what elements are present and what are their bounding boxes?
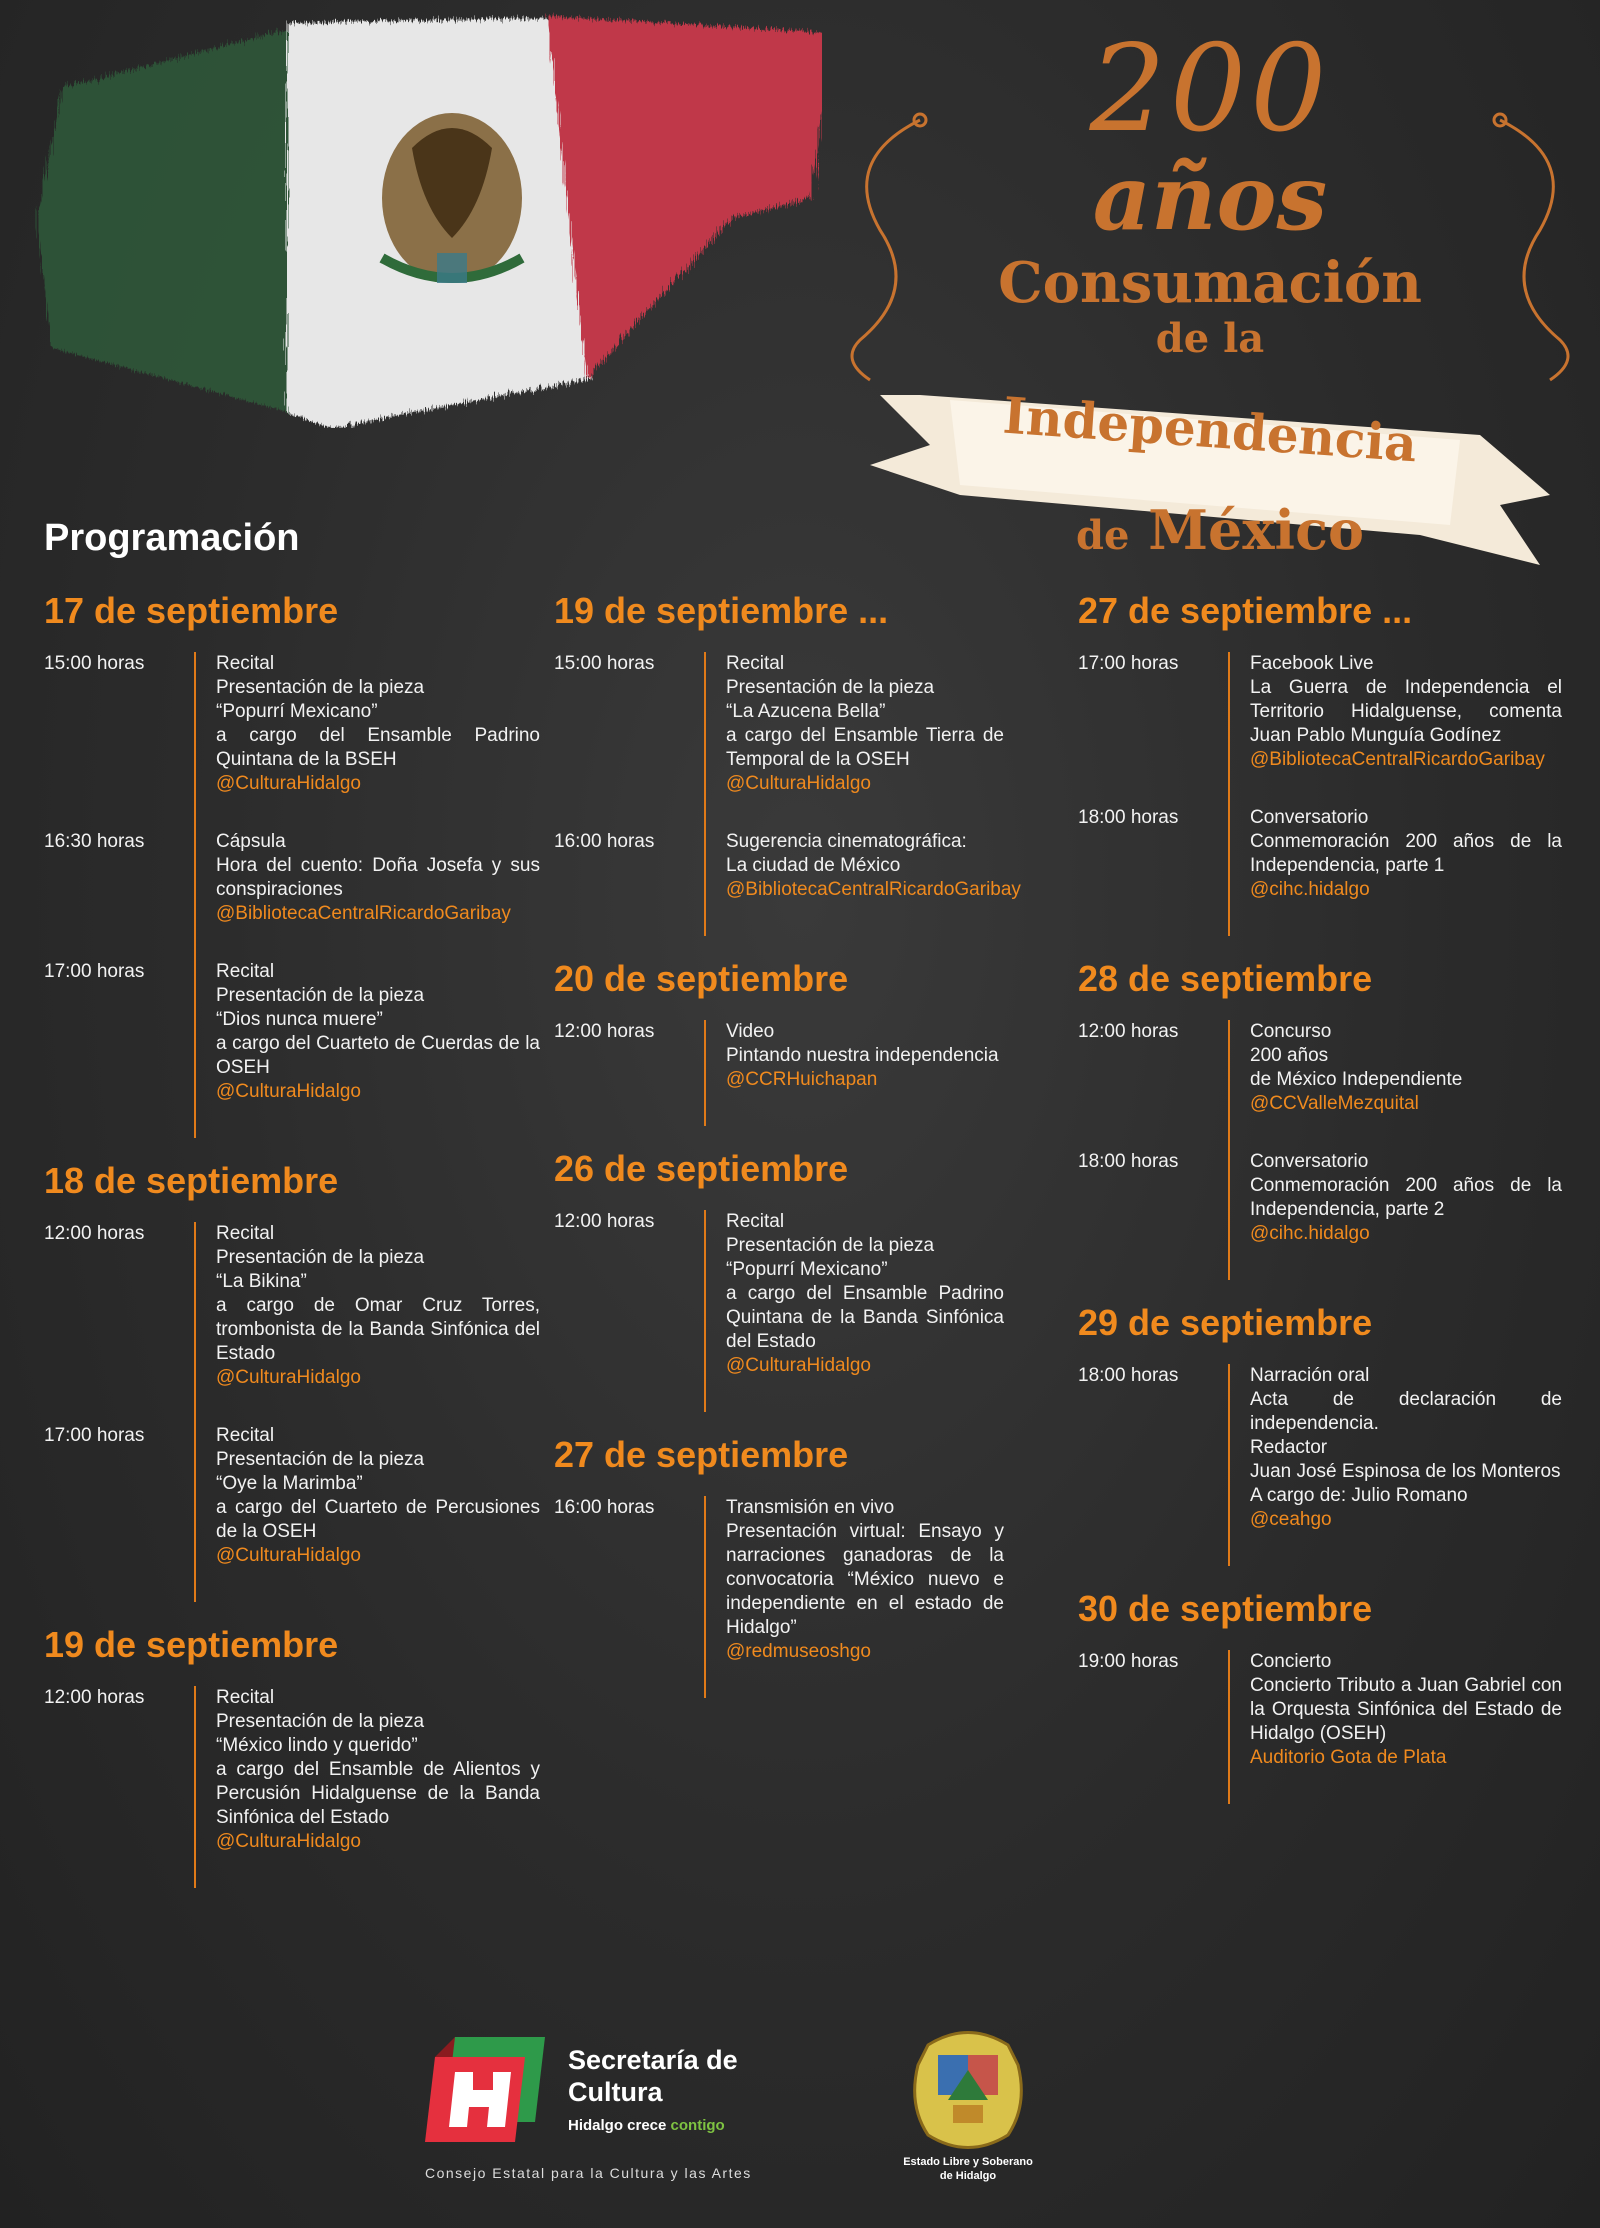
day-heading: 26 de septiembre: [554, 1148, 849, 1189]
event-time: 17:00 horas: [1078, 653, 1179, 674]
event-time: 15:00 horas: [44, 653, 145, 674]
event-line: a cargo del Cuarteto de Cuerdas de la OSEH: [216, 1033, 540, 1078]
event-details: [194, 830, 540, 960]
event-item: [1078, 1364, 1562, 1566]
day-block: [44, 1160, 540, 1602]
event-category: Facebook Live: [1250, 653, 1374, 674]
event-details: [704, 1020, 1004, 1126]
event-line: a cargo del Ensamble Padrino Quintana de la BSEH: [216, 725, 540, 770]
event-item: [554, 1020, 1004, 1126]
event-item: [44, 960, 540, 1138]
event-details: [194, 1424, 540, 1602]
event-category: Recital: [726, 653, 785, 674]
day-heading: 20 de septiembre: [554, 958, 849, 999]
event-time: 12:00 horas: [44, 1223, 145, 1244]
event-item: [44, 652, 540, 830]
event-category: Recital: [216, 1687, 275, 1708]
estado-text: [880, 2155, 1056, 2183]
schedule-column-3: [1078, 590, 1562, 1826]
day-heading: 30 de septiembre: [1078, 1588, 1373, 1629]
event-handle-link[interactable]: @CulturaHidalgo: [216, 1081, 361, 1102]
title-de-la: de la: [1155, 315, 1265, 362]
event-line: “Popurrí Mexicano”: [216, 701, 378, 722]
day-heading: 17 de septiembre: [44, 590, 339, 631]
event-line: “La Azucena Bella”: [726, 701, 886, 722]
event-item: [554, 1496, 1004, 1698]
event-handle-link[interactable]: @ceahgo: [1250, 1509, 1332, 1530]
event-category: Recital: [216, 961, 275, 982]
day-heading: 27 de septiembre ...: [1078, 590, 1413, 631]
event-line: “Popurrí Mexicano”: [726, 1259, 888, 1280]
event-handle-link[interactable]: Auditorio Gota de Plata: [1250, 1747, 1447, 1768]
event-category: Recital: [726, 1211, 785, 1232]
event-details: [704, 1496, 1004, 1698]
event-handle-link[interactable]: @CulturaHidalgo: [216, 1831, 361, 1852]
day-heading: 28 de septiembre: [1078, 958, 1373, 999]
event-details: [194, 960, 540, 1138]
event-details: [194, 1686, 540, 1888]
event-item: [44, 1424, 540, 1602]
event-handle-link[interactable]: @BibliotecaCentralRicardoGaribay: [1250, 749, 1545, 770]
event-item: [554, 830, 1021, 936]
event-details: [1228, 1364, 1562, 1566]
event-time: 12:00 horas: [554, 1211, 655, 1232]
event-details: [704, 1210, 1004, 1412]
day-block: [554, 958, 1004, 1126]
event-line: Pintando nuestra independencia: [726, 1045, 999, 1066]
day-block: [1078, 590, 1562, 936]
day-block: [554, 590, 1021, 936]
day-heading: 29 de septiembre: [1078, 1302, 1373, 1343]
event-handle-link[interactable]: @CulturaHidalgo: [216, 1545, 361, 1566]
event-line: “La Bikina”: [216, 1271, 307, 1292]
mexican-flag: [32, 8, 822, 428]
event-item: [44, 1686, 540, 1888]
eagle-icon: [382, 113, 522, 283]
event-line: Presentación de la pieza: [726, 677, 935, 698]
day-block: [1078, 1588, 1562, 1804]
event-line: “Oye la Marimba”: [216, 1473, 363, 1494]
event-line: Presentación virtual: Ensayo y narraciones ganadoras de la convocatoria “México nuevo e independiente en el estado de Hidalgo”: [726, 1521, 1004, 1638]
event-line: a cargo de Omar Cruz Torres, trombonista de la Banda Sinfónica del Estado: [216, 1295, 540, 1364]
event-category: Concierto: [1250, 1651, 1332, 1672]
event-line: Redactor: [1250, 1437, 1328, 1458]
event-item: [44, 830, 540, 960]
event-details: [194, 1222, 540, 1424]
event-time: 12:00 horas: [554, 1021, 655, 1042]
event-handle-link[interactable]: @CulturaHidalgo: [216, 773, 361, 794]
event-time: 12:00 horas: [1078, 1021, 1179, 1042]
event-category: Concurso: [1250, 1021, 1332, 1042]
event-time: 17:00 horas: [44, 1425, 145, 1446]
event-item: [1078, 652, 1562, 806]
event-time: 12:00 horas: [44, 1687, 145, 1708]
event-time: 18:00 horas: [1078, 807, 1179, 828]
event-details: [1228, 806, 1562, 936]
day-block: [44, 590, 540, 1138]
day-heading: 19 de septiembre: [44, 1624, 339, 1665]
day-block: [1078, 958, 1562, 1280]
event-category: Video: [726, 1021, 775, 1042]
event-time: 16:30 horas: [44, 831, 145, 852]
event-line: de México Independiente: [1250, 1069, 1463, 1090]
event-handle-link[interactable]: @redmuseoshgo: [726, 1641, 871, 1662]
event-line: “México lindo y querido”: [216, 1735, 418, 1756]
event-line: Conmemoración 200 años de la Independencia, parte 2: [1250, 1175, 1562, 1220]
event-line: Concierto Tributo a Juan Gabriel con la Orquesta Sinfónica del Estado de Hidalgo (OSEH): [1250, 1675, 1562, 1744]
event-time: 16:00 horas: [554, 1497, 655, 1518]
event-line: Presentación de la pieza: [216, 985, 425, 1006]
event-category: Recital: [216, 1425, 275, 1446]
event-category: Cápsula: [216, 831, 286, 852]
event-time: 16:00 horas: [554, 831, 655, 852]
footer: [0, 2025, 1600, 2225]
event-line: A cargo de: Julio Romano: [1250, 1485, 1468, 1506]
day-heading: 18 de septiembre: [44, 1160, 339, 1201]
title-mexico: [1010, 498, 1430, 562]
event-item: [44, 1222, 540, 1424]
event-details: [1228, 1150, 1562, 1280]
event-handle-link[interactable]: @CCValleMezquital: [1250, 1093, 1419, 1114]
event-line: Presentación de la pieza: [216, 677, 425, 698]
event-line: Presentación de la pieza: [216, 1247, 425, 1268]
slogan-b: contigo: [670, 2117, 725, 2134]
event-details: [704, 652, 1004, 830]
event-handle-link[interactable]: @cihc.hidalgo: [1250, 879, 1370, 900]
event-details: [194, 652, 540, 830]
event-time: 18:00 horas: [1078, 1151, 1179, 1172]
event-handle-link[interactable]: @cihc.hidalgo: [1250, 1223, 1370, 1244]
event-line: Presentación de la pieza: [216, 1711, 425, 1732]
event-item: [1078, 806, 1562, 936]
estado-line2: de Hidalgo: [939, 2170, 997, 2182]
event-line: La ciudad de México: [726, 855, 901, 876]
day-heading: 27 de septiembre: [554, 1434, 849, 1475]
day-block: [44, 1624, 540, 1888]
consejo-text: Consejo Estatal para la Cultura y las Artes: [425, 2165, 752, 2181]
event-line: a cargo del Ensamble de Alientos y Percusión Hidalguense de la Banda Sinfónica del Estado: [216, 1759, 540, 1828]
secretaria-line2: Cultura: [568, 2077, 663, 2107]
event-item: [554, 1210, 1004, 1412]
event-line: Conmemoración 200 años de la Independencia, parte 1: [1250, 831, 1562, 876]
event-line: Hora del cuento: Doña Josefa y sus conspiraciones: [216, 855, 540, 900]
event-line: Presentación de la pieza: [726, 1235, 935, 1256]
title-anos: años: [1092, 145, 1328, 251]
event-item: [1078, 1020, 1562, 1150]
event-time: 15:00 horas: [554, 653, 655, 674]
event-line: Juan José Espinosa de los Monteros: [1250, 1461, 1561, 1482]
event-handle-link[interactable]: @CulturaHidalgo: [726, 1355, 871, 1376]
event-category: Transmisión en vivo: [726, 1497, 895, 1518]
event-category: Recital: [216, 653, 275, 674]
secretaria-cultura-logo-icon: [425, 2037, 545, 2145]
secretaria-line1: Secretaría de: [568, 2045, 738, 2075]
event-line: Presentación de la pieza: [216, 1449, 425, 1470]
event-details: [1228, 1020, 1562, 1150]
schedule-column-1: [44, 590, 540, 1910]
event-line: 200 años: [1250, 1045, 1329, 1066]
event-time: 17:00 horas: [44, 961, 145, 982]
event-line: a cargo del Ensamble Tierra de Temporal de la OSEH: [726, 725, 1004, 770]
event-handle-link[interactable]: @CulturaHidalgo: [726, 773, 871, 794]
event-handle-link[interactable]: @BibliotecaCentralRicardoGaribay: [726, 879, 1021, 900]
event-item: [1078, 1650, 1562, 1804]
event-details: [704, 830, 1021, 936]
event-details: [1228, 652, 1562, 806]
day-block: [554, 1148, 1004, 1412]
title-consumacion: Consumación: [998, 250, 1422, 316]
event-category: Narración oral: [1250, 1365, 1370, 1386]
event-category: Conversatorio: [1250, 1151, 1369, 1172]
slogan-a: Hidalgo crece: [568, 2117, 671, 2134]
schedule-column-2: [554, 590, 1021, 1720]
day-block: [1078, 1302, 1562, 1566]
event-handle-link[interactable]: @CCRHuichapan: [726, 1069, 878, 1090]
event-handle-link[interactable]: @BibliotecaCentralRicardoGaribay: [216, 903, 511, 924]
title-mexico-word: México: [1148, 498, 1364, 562]
programacion-heading: Programación: [44, 517, 300, 559]
event-category: Sugerencia cinematográfica:: [726, 831, 967, 852]
event-time: 19:00 horas: [1078, 1651, 1179, 1672]
event-item: [554, 652, 1004, 830]
event-line: a cargo del Ensamble Padrino Quintana de la Banda Sinfónica del Estado: [726, 1283, 1004, 1352]
event-category: Recital: [216, 1223, 275, 1244]
title-independencia: Independencia: [1001, 385, 1419, 474]
day-heading: 19 de septiembre ...: [554, 590, 889, 631]
event-line: a cargo del Cuarteto de Percusiones de la OSEH: [216, 1497, 540, 1542]
event-item: [1078, 1150, 1562, 1280]
title-200: 200: [1089, 20, 1331, 159]
estado-line1: Estado Libre y Soberano: [903, 2156, 1033, 2168]
slogan: [568, 2117, 725, 2134]
day-block: [554, 1434, 1004, 1698]
event-handle-link[interactable]: @CulturaHidalgo: [216, 1367, 361, 1388]
event-details: [1228, 1650, 1562, 1804]
event-time: 18:00 horas: [1078, 1365, 1179, 1386]
event-line: “Dios nunca muere”: [216, 1009, 383, 1030]
event-category: Conversatorio: [1250, 807, 1369, 828]
event-line: Acta de declaración de independencia.: [1250, 1389, 1562, 1434]
title-block: [830, 10, 1590, 570]
event-line: La Guerra de Independencia el Territorio Hidalguense, comenta Juan Pablo Munguía Godínez: [1250, 677, 1562, 746]
coat-of-arms-icon: [898, 2025, 1038, 2153]
title-de: de: [1076, 512, 1130, 559]
